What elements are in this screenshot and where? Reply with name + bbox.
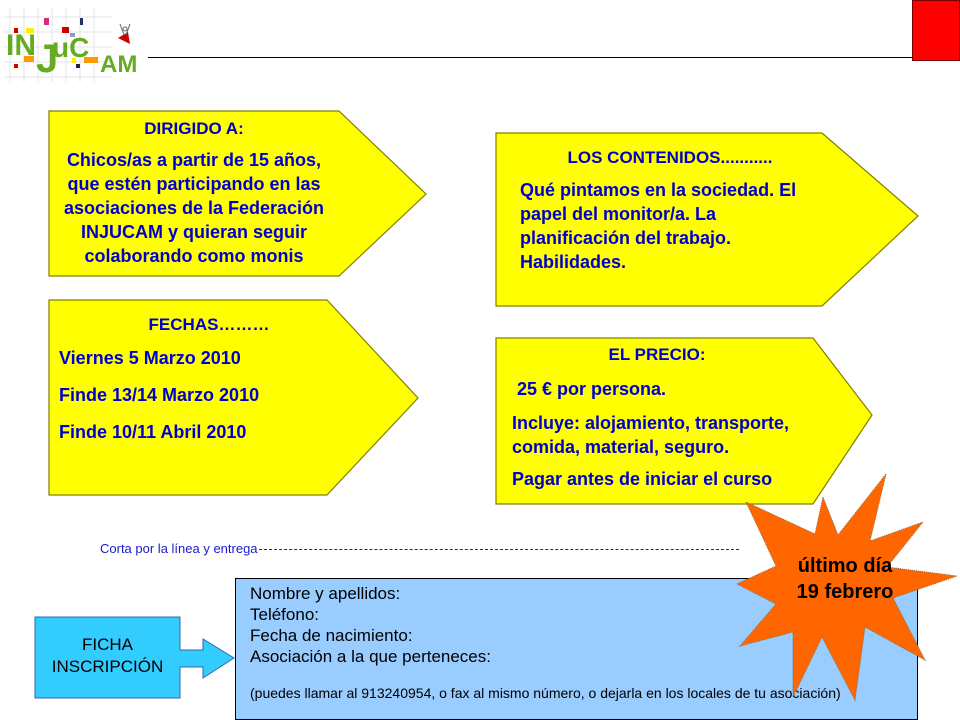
contenidos-line: Qué pintamos en la sociedad. El bbox=[520, 180, 797, 200]
form-field-name: Nombre y apellidos: bbox=[250, 584, 401, 603]
svg-text:IN: IN bbox=[6, 29, 36, 62]
contenidos-title: LOS CONTENIDOS........... bbox=[567, 148, 773, 167]
deadline-line: último día bbox=[797, 555, 893, 577]
fecha-item: Viernes 5 Marzo 2010 bbox=[59, 348, 241, 368]
svg-text:uC: uC bbox=[52, 32, 90, 63]
precio-payment: Pagar antes de iniciar el curso bbox=[512, 469, 773, 489]
dirigido-title: DIRIGIDO A: bbox=[144, 119, 244, 138]
form-field-association: Asociación a la que perteneces: bbox=[250, 647, 491, 666]
fecha-item: Finde 10/11 Abril 2010 bbox=[59, 422, 247, 442]
precio-includes: Incluye: alojamiento, transporte, bbox=[512, 413, 790, 433]
form-field-birthdate: Fecha de nacimiento: bbox=[250, 626, 413, 645]
fechas-title: FECHAS……… bbox=[148, 315, 270, 334]
dirigido-line: asociaciones de la Federación bbox=[63, 198, 325, 218]
form-note: (puedes llamar al 913240954, o fax al mismo número, o dejarla en los locales de tu asociación) bbox=[250, 685, 841, 701]
contenidos-line: planificación del trabajo. bbox=[520, 228, 732, 248]
form-field-phone: Teléfono: bbox=[250, 605, 319, 624]
precio-includes-2: comida, material, seguro. bbox=[512, 437, 730, 457]
ficha-line: FICHA bbox=[82, 635, 133, 654]
deadline-date: 19 febrero bbox=[796, 581, 894, 603]
deadline-text bbox=[765, 553, 925, 605]
dirigido-line: Chicos/as a partir de 15 años, bbox=[66, 150, 322, 170]
dirigido-line: que estén participando en las bbox=[67, 174, 321, 194]
ficha-line: INSCRIPCIÓN bbox=[51, 657, 164, 676]
contenidos-line: papel del monitor/a. La bbox=[520, 204, 717, 224]
precio-title: EL PRECIO: bbox=[608, 345, 706, 364]
precio-amount: 25 € por persona. bbox=[517, 379, 667, 399]
dirigido-line: INJUCAM y quieran seguir bbox=[80, 222, 308, 242]
fecha-item: Finde 13/14 Marzo 2010 bbox=[59, 385, 260, 405]
cut-line-label: Corta por la línea y entrega bbox=[100, 540, 258, 556]
contenidos-line: Habilidades. bbox=[520, 252, 627, 272]
svg-text:AM: AM bbox=[100, 51, 138, 78]
dirigido-line: colaborando como monis bbox=[84, 246, 304, 266]
svg-text:J: J bbox=[36, 37, 59, 81]
